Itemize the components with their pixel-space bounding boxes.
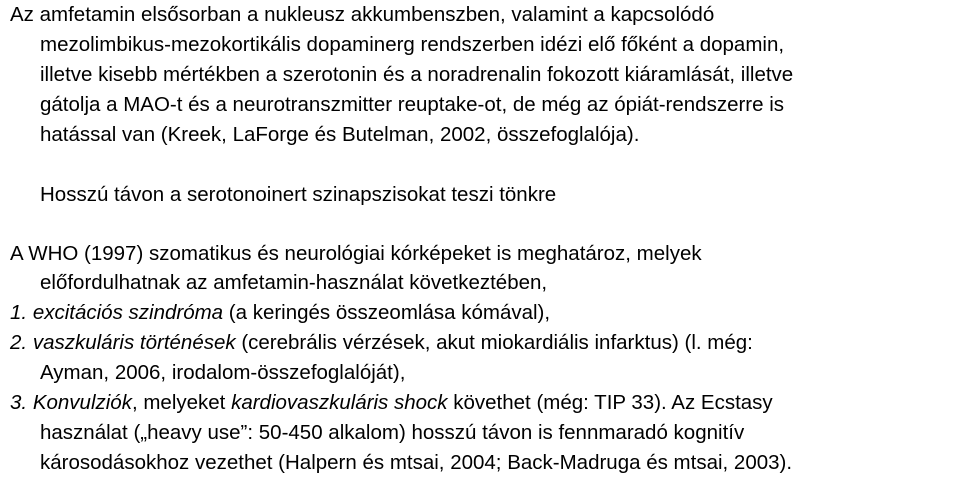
list-item-3-number: 3. xyxy=(10,391,28,414)
list-item-3-rest: követhet (még: TIP 33). Az Ecstasy xyxy=(447,391,773,414)
list-item-3-continuation-2: károsodásokhoz vezethet (Halpern és mtsai, 2004; Back-Madruga és mtsai, 2003). xyxy=(40,451,793,474)
paragraph1-line1: Az amfetamin elsősorban a nukleusz akkumbenszben, valamint a kapcsolódó xyxy=(10,3,715,26)
paragraph3-intro-line2: előfordulhatnak az amfetamin-használat következtében, xyxy=(40,271,548,294)
paragraph3-intro-line1: A WHO (1997) szomatikus és neurológiai kórképeket is meghatároz, melyek xyxy=(10,242,702,265)
paragraph1-line3: illetve kisebb mértékben a szerotonin és a noradrenalin fokozott kiáramlását, illetve xyxy=(40,63,794,86)
paragraph1-line5: hatással van (Kreek, LaForge és Butelman, 2002, összefoglalója). xyxy=(40,123,640,146)
list-item-2 xyxy=(10,328,753,357)
list-item-2-continuation: Ayman, 2006, irodalom-összefoglalóját), xyxy=(40,361,406,384)
paragraph2-text: Hosszú távon a serotonoinert szinapszisokat teszi tönkre xyxy=(40,183,557,206)
list-item-2-rest: (cerebrális vérzések, akut miokardiális infarktus) (l. még: xyxy=(235,331,753,354)
list-item-3-continuation-1: használat („heavy use”: 50-450 alkalom) hosszú távon is fennmaradó kognitív xyxy=(40,421,745,444)
list-item-2-term: vaszkuláris történések xyxy=(32,331,236,354)
list-item-1-rest: (a keringés összeomlása kómával), xyxy=(223,301,551,324)
list-item-3-term2: kardiovaszkuláris shock xyxy=(231,391,448,414)
paragraph1-line2: mezolimbikus-mezokortikális dopaminerg rendszerben idézi elő főként a dopamin, xyxy=(40,33,785,56)
list-item-3 xyxy=(10,388,773,417)
list-item-1-term: excitációs szindróma xyxy=(32,301,224,324)
list-item-3-term: Konvulziók xyxy=(32,391,132,414)
list-item-1 xyxy=(10,298,550,327)
list-item-1-number: 1. xyxy=(10,301,28,324)
paragraph1-line4: gátolja a MAO-t és a neurotranszmitter reuptake-ot, de még az ópiát-rendszerre is xyxy=(40,93,785,116)
list-item-3-mid: , melyeket xyxy=(131,391,232,414)
list-item-2-number: 2. xyxy=(10,331,28,354)
